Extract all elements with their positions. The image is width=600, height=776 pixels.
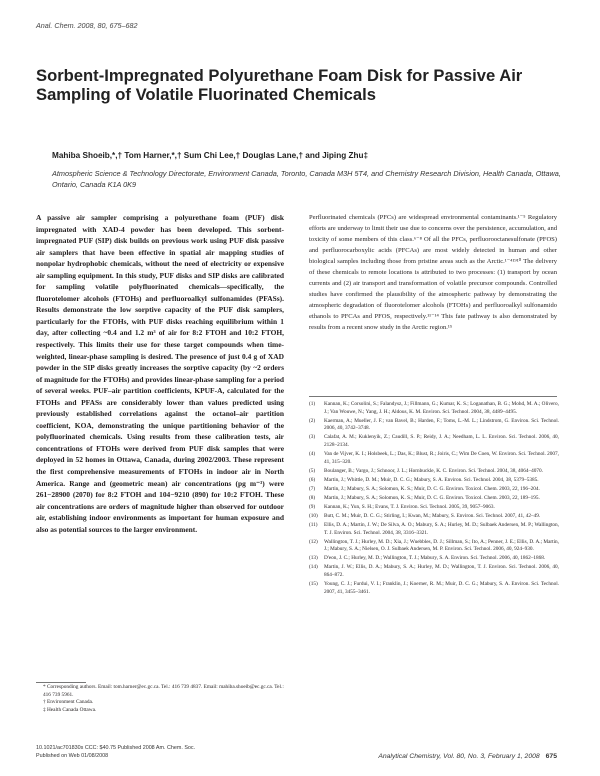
reference-number: (4): [309, 451, 316, 458]
reference-number: (7): [309, 485, 316, 492]
published-date-line: Published on Web 01/08/2008: [36, 753, 109, 759]
reference-text: Martin, J.; Mabury, S. A.; Solomon, K. S.; Muir, D. C. G. Environ. Toxicol. Chem. 2003, 22, 189–195.: [324, 494, 540, 501]
introduction-paragraph: Perfluorinated chemicals (PFCs) are widespread environmental contaminants.¹⁻⁵ Regulatory efforts are underway to limit their use due to concerns over the persistence, accumulation, and toxicity of some members of this class.⁶⁻⁸ Of all the PFCs, perfluorooctanesulfonate (PFOS) and perfluorocarboxylic acids (PFCAs) are most widely detected in human and other biological samples including those from pristine areas such as the Arctic.¹⁻⁴¹⁹¹⁰ The delivery of these chemicals to remote locations is attributed to two processes: (1) transport by ocean currents and (2) air transport and transformation of volatile precursor compounds. Controlled studies have confirmed the plausibility of the atmospheric pathway by demonstrating the atmospheric degradation of fluorotelomer alcohols (FTOHs) and perfluoroalkyl sulfonamido ethanols to PFCAs and PFOS, respectively.¹¹⁻¹⁴ This fate pathway is also demonstrated by results from a recent snow study in the Arctic region.¹⁵: [309, 214, 557, 332]
reference-text: D'eon, J. C.; Hurley, M. D.; Wallington, T. J.; Mabury, S. A. Environ. Sci. Technol. 2006, 40, 1862–1868.: [324, 555, 546, 562]
article-title: Sorbent-Impregnated Polyurethane Foam Disk for Passive Air Sampling of Volatile Fluorinated Chemicals: [36, 66, 523, 104]
reference-number: (13): [309, 555, 318, 562]
reference-item: [309, 401, 559, 416]
reference-text: Calafat, A. M.; Kuklenyik, Z.; Caudill, S. P.; Reidy, J. A.; Needham, L. L. Environ. Sci. Technol. 2006, 40, 2128–2134.: [324, 434, 559, 449]
double-dagger-affiliation-note: ‡ Health Canada Ottawa.: [43, 707, 97, 714]
reference-text: Ellis, D. A.; Martin, J. W.; De Silva, A. O.; Mabury, S. A.; Hurley, M. D.; Sulbaek Andersen, M. P.; Wallington, T. J. Environ. Sci. Technol. 2004, 38, 3316–3321.: [324, 521, 559, 536]
reference-item: [309, 539, 559, 554]
reference-item: [309, 468, 559, 476]
reference-number: (8): [309, 494, 316, 501]
reference-number: (15): [309, 580, 318, 587]
reference-text: Kaerman, A.; Mueller, J. F.; van Bavel, B.; Harden, F.; Toms, L.-M. L.; Lindstrom, G. Environ. Sci. Technol. 2006, 40, 3742–3748.: [324, 417, 559, 432]
author-list: Mahiba Shoeib,*,† Tom Harner,*,† Sum Chi Lee,† Douglas Lane,† and Jiping Zhu‡: [52, 151, 369, 160]
reference-item: [309, 504, 559, 512]
reference-text: Martin, J.; Mabury, S. A.; Solomon, K. S.; Muir, D. C. G. Environ. Toxicol. Chem. 2003, 22, 196–204.: [324, 485, 540, 492]
reference-text: Van de Vijver, K. I.; Holsbeek, L.; Das, K.; Blust, R.; Joiris, C.; Wim De Coen, W. Environ. Sci. Technol. 2007, 41, 315–320.: [324, 451, 559, 465]
reference-text: Young, C. J.; Furdui, V. I.; Franklin, J.; Koerner, R. M.; Muir, D. C. G.; Mabury, S. A. Environ. Sci. Technol. 2007, 41, 3455–3461.: [324, 580, 559, 595]
doi-line: 10.1021/ac701830s CCC: $40.75 Published 2008 Am. Chem. Soc.: [36, 745, 196, 751]
reference-number: (14): [309, 564, 318, 571]
reference-text: Martin, J.; Whittle, D. M.; Muir, D. C. G.; Mabury, S. A. Environ. Sci. Technol. 2004, 38, 5379–5385.: [324, 476, 539, 483]
footnote-divider: [36, 682, 86, 683]
journal-reference: Anal. Chem. 2008, 80, 675–682: [36, 21, 138, 30]
reference-item: [309, 564, 559, 579]
reference-item: [309, 513, 559, 521]
reference-text: Wallington, T. J.; Hurley, M. D.; Xia, J.; Wuebbles, D. J.; Sillman, S.; Ito, A.; Penner, J. E.; Ellis, D. A.; Martin, J.; Mabury, S. A.; Nielsen, O. J. Sulbaek Andersen, M. P. Environ. Sci. Technol. 2006, 40, 924–930.: [324, 538, 559, 553]
author-footnotes: [36, 684, 286, 715]
reference-text: Kannan, K.; Corsolini, S.; Falandysz, J.; Fillmann, G.; Kumar, K. S.; Loganathan, B. G.; Mohd, M. A.; Olivero, J.; Van Wouwe, N.; Yang, J. H.; Aldous, K. M. Environ. Sci. Technol. 2004, 38, 4489–4495.: [324, 401, 559, 415]
reference-number: (3): [309, 434, 316, 441]
reference-text: Boulanger, B.; Vargo, J.; Schnoor, J. L.; Hornbuckle, K. C. Environ. Sci. Technol. 2004, 38, 4064–4070.: [324, 467, 543, 474]
page-number: 675: [545, 753, 557, 760]
reference-number: (10): [309, 512, 318, 519]
doi-block: [36, 744, 195, 760]
reference-item: [309, 477, 559, 485]
reference-item: [309, 434, 559, 449]
reference-list: [309, 401, 559, 598]
reference-text: Butt, C. M.; Muir, D. C. G.; Stirling, I.; Kwan, M.; Mabury, S. Environ. Sci. Technol. 2007, 41, 42–49.: [324, 512, 541, 519]
reference-item: [309, 451, 559, 466]
reference-number: (2): [309, 417, 316, 424]
reference-item: [309, 581, 559, 596]
reference-number: (6): [309, 476, 316, 483]
author-affiliations: Atmospheric Science & Technology Directorate, Environment Canada, Toronto, Canada M3H 5T4, and Chemistry Research Division, Health Canada, Ottawa, Ontario, Canada K1A 0K9: [52, 169, 561, 189]
reference-item: [309, 522, 559, 537]
reference-number: (5): [309, 467, 316, 474]
references-divider: [309, 396, 557, 397]
journal-issue-line: Analytical Chemistry, Vol. 80, No. 3, February 1, 2008: [378, 753, 540, 760]
reference-item: [309, 495, 559, 503]
reference-item: [309, 418, 559, 433]
page-footer: [309, 753, 557, 760]
reference-text: Kannan, K.; Yun, S. H.; Evans, T. J. Environ. Sci. Technol. 2005, 39, 9057–9063.: [324, 503, 495, 510]
reference-number: (9): [309, 503, 316, 510]
reference-number: (11): [309, 521, 318, 528]
reference-number: (1): [309, 401, 316, 407]
reference-item: [309, 555, 559, 563]
reference-text: Martin, J. W.; Ellis, D. A.; Mabury, S. A.; Hurley, M. D.; Wallington, T. J. Environ. Sci. Technol. 2006, 40, 864–872.: [324, 564, 559, 578]
dagger-affiliation-note: † Environment Canada.: [43, 699, 94, 706]
corresponding-author-note: * Corresponding authors. Email: tom.harner@ec.gc.ca. Tel.: 416 739 4837. Email: mahiba.shoeib@ec.gc.ca. Tel.: 416 739 5961.: [43, 684, 284, 698]
reference-item: [309, 486, 559, 494]
abstract: A passive air sampler comprising a polyurethane foam (PUF) disk impregnated with XAD-4 powder has been developed. This sorbent-impregnated PUF (SIP) disk builds on previous work using PUF disk passive air samplers that have been effective in spatial air mapping studies of nonpolar hydrophobic chemicals, without the need of electricity or expensive air sampling equipment. In this study, PUF disks and SIP disks are calibrated for sampling volatile polyfluorinated chemicals—specifically, the fluorotelomer alcohols (FTOHs) and perfluoroalkyl sulfonamides (PFASs). Results demonstrate the low sorptive capacity of the PUF disk samplers, particularly for the FTOHs, with PUF disks reaching equilibrium within 1 day, after collecting ~0.4 and 1.2 m³ of air for 8:2 FTOH and 10:2 FTOH, respectively. This limits their use for these target compounds when time-weighted, linear-phase sampling is desired. The presence of just 0.4 g of XAD powder in the SIP disks greatly increases the sorptive capacity (by ~2 orders of magnitude for the FTOHs) and provides linear-phase sampling for a period of several weeks. PUF–air partition coefficients, KPUF-A, calculated for the FTOHs and PFASs are considerably lower than values predicted using previously established correlations against the octanol–air partition coefficient, KOA, demonstrating the unique partitioning behavior of the polyfluorinated chemicals. Using results from these calibration tests, air concentrations of FTOHs were derived from PUF disk samples that were deployed in 52 homes in Ottawa, Canada, during 2002/2003. These represent the first comprehensive measurements of FTOHs in indoor air in North America. Range and (geometric mean) air concentrations (pg m⁻³) were 261−28900 (2070) for 8:2 FTOH and 104−9210 (890) for 10:2 FTOH. These air concentrations are orders of magnitude higher than observed for outdoor air, establishing indoor environments as important for human exposure and also as potential sources to the larger environment.: [36, 213, 284, 534]
reference-number: (12): [309, 538, 318, 545]
